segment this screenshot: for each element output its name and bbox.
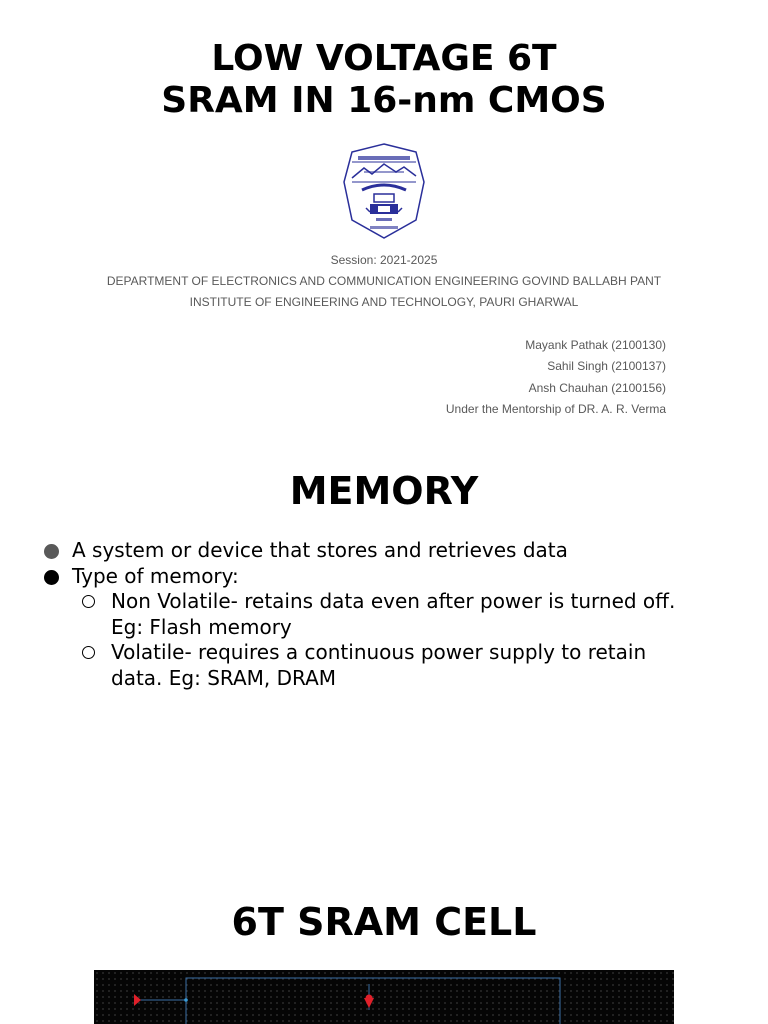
bullet-circle-icon <box>82 646 95 659</box>
bullet-text: A system or device that stores and retrieves data <box>72 538 568 562</box>
title-line-2: SRAM IN 16-nm CMOS <box>161 80 607 121</box>
author-2: Sahil Singh (2100137) <box>547 359 666 374</box>
author-1: Mayank Pathak (2100130) <box>525 338 666 352</box>
mentor-line: Under the Mentorship of DR. A. R. Verma <box>445 401 666 416</box>
sub-bullet-line: Non Volatile- retains data even after power is turned off. <box>111 589 676 614</box>
bullet-circle-icon <box>82 595 95 608</box>
session-text: Session: 2021-2025 <box>330 253 438 267</box>
department-line-1: DEPARTMENT OF ELECTRONICS AND COMMUNICATION ENGINEERING GOVIND BALLABH PANT <box>106 274 662 288</box>
sub-list-item <box>44 640 734 691</box>
title-slide <box>0 0 768 430</box>
sub-bullet-line: data. Eg: SRAM, DRAM <box>111 665 337 690</box>
sub-bullet-line: Volatile- requires a continuous power supply to retain <box>111 640 647 665</box>
bullet-dot-icon <box>44 544 59 559</box>
presentation-title <box>0 38 768 122</box>
institute-seal-logo-icon <box>342 142 426 240</box>
list-item <box>44 538 734 564</box>
sram-cell-slide <box>0 860 768 1024</box>
department-text <box>0 271 768 313</box>
sub-bullet-line: Eg: Flash memory <box>111 614 292 639</box>
department-line-2: INSTITUTE OF ENGINEERING AND TECHNOLOGY, PAURI GHARWAL <box>189 295 579 309</box>
list-item <box>44 564 734 590</box>
bullet-text: Type of memory: <box>72 563 239 588</box>
bullet-list <box>44 538 734 692</box>
memory-title: MEMORY <box>289 469 479 513</box>
bullet-dot-icon <box>44 570 59 585</box>
sram-cell-title: 6T SRAM CELL <box>231 900 537 944</box>
author-3: Ansh Chauhan (2100156) <box>528 380 666 395</box>
author-list <box>446 335 666 420</box>
schematic-drawing <box>94 970 674 1024</box>
title-line-1: LOW VOLTAGE 6T <box>211 38 557 79</box>
sub-list-item <box>44 589 734 640</box>
circuit-schematic-icon <box>94 970 674 1024</box>
memory-slide <box>0 430 768 860</box>
